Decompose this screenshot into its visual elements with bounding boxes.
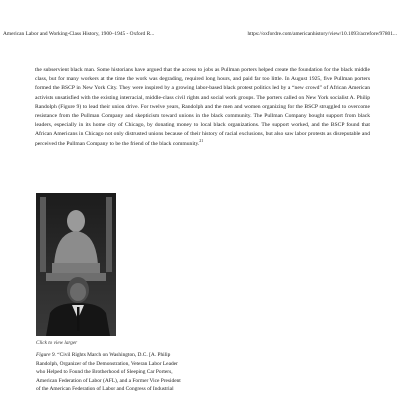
footnote-reference[interactable]: 21 [199, 137, 204, 143]
body-paragraph [35, 66, 370, 149]
print-header [3, 29, 397, 39]
document-title: American Labor and Working-Class History, 1900–1945 - Oxford R... [3, 31, 155, 37]
randolph-photo-image [36, 193, 116, 336]
figure-caption [36, 351, 186, 394]
figure-caption-text: “Civil Rights March on Washington, D.C. [A. Philip Randolph, Organizer of the Demonstration, Veteran Labor Leader who Helped to Found the Brotherhood of Sleeping Car Porters, American Federation of Labor (AFL), and a Former Vice President of the American Federation of Labor and Congress of Industrial [36, 352, 181, 392]
click-to-view-larger-link[interactable]: Click to view larger [36, 340, 78, 346]
paragraph-text: the subservient black man. Some historians have argued that the access to jobs as Pullman porters helped create the foundation for the black middle class, but for many workers at the time the work was degrading, required long hours, and paid far too little. In August 1925, five Pullman porters formed the BSCP in New York City. They were inspired by a growing labor-based black protest politics led by a “new crowd” of African American activists unsatisfied with the existing interracial, middle-class civil rights and social work groups. The porters called on New York socialist A. Philip Randolph (Figure 9) to lead their union drive. For twelve years, Randolph and the men and women organizing for the BSCP struggled to overcome resistance from the Pullman Company and skepticism toward unions in the black community. The Pullman Company bought support from black leaders, especially in its home city of Chicago, by donating money to local black organizations. The support worked, and the BSCP found that African Americans in Chicago not only distrusted unions because of their history of racial exclusions, but also saw labor protests as disreputable and perceived the Pullman Company to be the friend of the black community. [35, 67, 370, 147]
figure-label: Figure 9. [36, 352, 56, 358]
figure-photo[interactable] [36, 193, 116, 336]
document-url[interactable]: https://oxfordre.com/americanhistory/view/10.1093/acrefore/97801... [247, 31, 397, 37]
